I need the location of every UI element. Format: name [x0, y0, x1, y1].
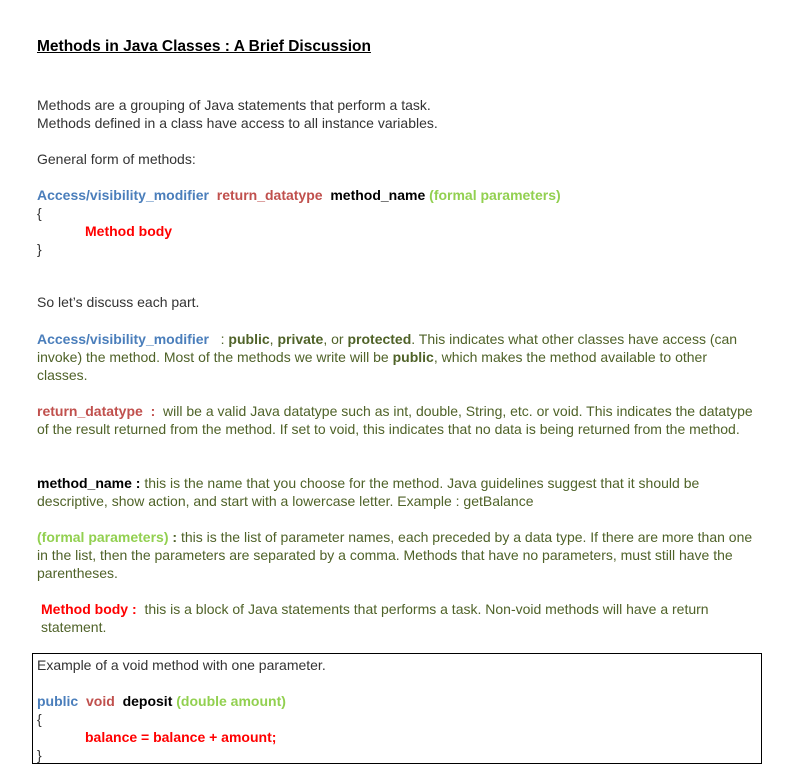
access-text-2: , which makes the method available to other classes.	[37, 349, 707, 383]
method-name-label: method_name	[330, 187, 426, 203]
formal-parameters-label: (formal parameters)	[429, 187, 561, 203]
keyword-protected: protected	[347, 331, 412, 347]
general-form-heading: General form of methods:	[37, 151, 196, 167]
general-form-method-body: Method body	[85, 223, 173, 239]
example-statement: balance = balance + amount;	[85, 729, 277, 745]
method-name-term: method_name	[37, 475, 132, 491]
access-modifier-paragraph	[37, 330, 759, 384]
body-sep: :	[128, 601, 145, 617]
return-text: will be a valid Java datatype such as int, double, String, etc. or void. This indicates the datatype of the result returned from the method. If set to void, this indicates that no data is being returned from the method.	[37, 403, 753, 437]
method-name-text: this is the name that you choose for the method. Java guidelines suggest that it should be descriptive, show action, and start with a lowercase letter. Example : getBalance	[37, 475, 700, 509]
method-body-term: Method body	[41, 601, 129, 617]
formal-parameters-text: this is the list of parameter names, each preceded by a data type. If there are more than one in the list, then the parameters are separated by a comma. Methods that have no parameters, must still have the parentheses.	[37, 529, 753, 581]
discuss-intro: So let’s discuss each part.	[37, 294, 200, 310]
access-modifier-term: Access/visibility_modifier	[37, 331, 209, 347]
params-sep: :	[168, 529, 181, 545]
access-sep: :	[208, 331, 229, 347]
return-datatype-paragraph	[37, 402, 759, 438]
example-access: public	[37, 693, 79, 709]
access-modifier-label: Access/visibility_modifier	[37, 187, 209, 203]
general-form-open-brace: {	[37, 205, 42, 221]
formal-parameters-paragraph	[37, 528, 759, 582]
keyword-public: public	[228, 331, 270, 347]
return-sep: :	[142, 403, 164, 419]
method-body-text: this is a block of Java statements that performs a task. Non-void methods will have a return statement.	[41, 601, 709, 635]
general-form-signature	[37, 186, 561, 204]
access-or: , or	[323, 331, 348, 347]
keyword-public-2: public	[392, 349, 434, 365]
formal-parameters-term: (formal parameters)	[37, 529, 169, 545]
example-params: (double amount)	[176, 693, 286, 709]
method-name-paragraph	[37, 474, 759, 510]
access-text-1: . This indicates what other classes have access (can invoke) the method. Most of the methods we write will be	[37, 331, 738, 365]
access-comma: ,	[269, 331, 278, 347]
example-heading: Example of a void method with one parameter.	[37, 657, 326, 673]
return-datatype-label: return_datatype	[216, 187, 323, 203]
example-box	[32, 653, 762, 764]
example-return-type: void	[86, 693, 115, 709]
method-body-paragraph	[41, 600, 759, 636]
return-datatype-term: return_datatype	[37, 403, 143, 419]
example-signature	[37, 692, 286, 710]
general-form-close-brace: }	[37, 241, 42, 257]
intro-line-2: Methods defined in a class have access to all instance variables.	[37, 115, 438, 131]
intro-line-1: Methods are a grouping of Java statements that perform a task.	[37, 97, 431, 113]
page-title: Methods in Java Classes : A Brief Discussion	[37, 38, 371, 55]
example-open-brace: {	[37, 711, 42, 727]
keyword-private: private	[277, 331, 324, 347]
example-method-name: deposit	[122, 693, 173, 709]
name-sep: :	[131, 475, 145, 491]
example-close-brace: }	[37, 747, 42, 763]
